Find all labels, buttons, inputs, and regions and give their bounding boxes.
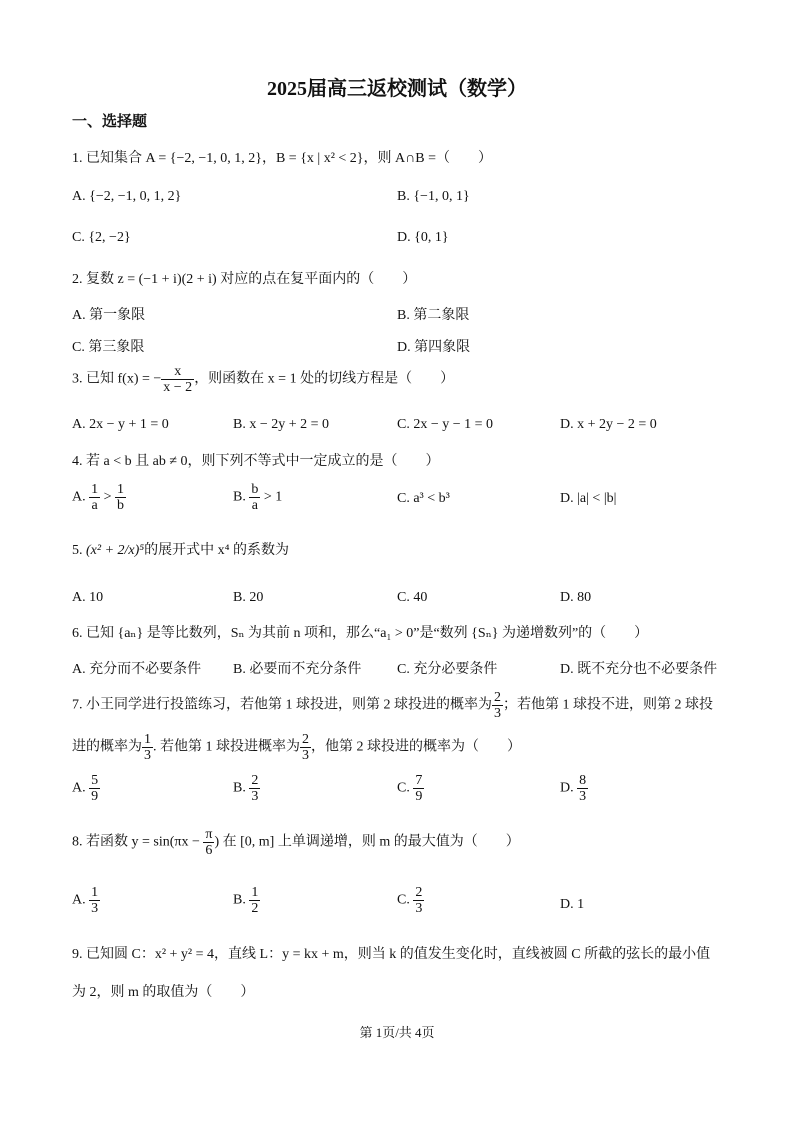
q8-option-a: A. $\frac{1}{3}$: [72, 885, 99, 916]
q6-option-a: A. 充分而不必要条件: [72, 662, 202, 677]
q7-option-a: A. $\frac{5}{9}$: [72, 773, 99, 804]
question-8-stem: 8. 若函数 y = sin(πx − $\frac{\pi}{6}$ ) 在 [0, m] 上单调递增，则 m 的最大值为（ ）: [72, 827, 520, 858]
question-5-stem: 5. (x² + 2/x)⁵的展开式中 x⁴ 的系数为: [72, 543, 290, 558]
q8-option-c: C. $\frac{2}{3}$: [397, 885, 423, 916]
q6-option-c: C. 充分必要条件: [397, 662, 498, 677]
question-4-stem: 4. 若 a < b 且 ab ≠ 0，则下列不等式中一定成立的是（ ）: [72, 454, 440, 469]
q7-option-d: D. $\frac{8}{3}$: [560, 773, 587, 804]
q5-option-d: D. 80: [560, 590, 592, 605]
q1-option-d: D. {0, 1}: [397, 230, 449, 245]
q4-option-b: B. $\frac{b}{a}$ > 1: [233, 482, 283, 513]
question-6-stem: 6. 已知 {aₙ} 是等比数列，Sₙ 为其前 n 项和，那么“a₁ > 0”是“数列 {Sₙ} 为递增数列”的（ ）: [72, 626, 649, 641]
q6-option-b: B. 必要而不充分条件: [233, 662, 362, 677]
q4-option-c: C. a³ < b³: [397, 491, 450, 506]
q7-option-c: C. $\frac{7}{9}$: [397, 773, 423, 804]
q5-option-a: A. 10: [72, 590, 104, 605]
q3-option-c: C. 2x − y − 1 = 0: [397, 417, 494, 432]
question-1-stem: 1. 已知集合 A = {−2, −1, 0, 1, 2}，B = {x | x² < 2}，则 A∩B =（ ）: [72, 151, 492, 166]
section-heading: 一、选择题: [72, 114, 148, 130]
q6-option-d: D. 既不充分也不必要条件: [560, 662, 718, 677]
q8-option-b: B. $\frac{1}{2}$: [233, 885, 259, 916]
page-footer: 第 1页/共 4页: [359, 1025, 435, 1040]
q1-option-c: C. {2, −2}: [72, 230, 131, 245]
q4-option-d: D. |a| < |b|: [560, 491, 617, 506]
question-9-line-1: 9. 已知圆 C：x² + y² = 4，直线 L：y = kx + m，则当 k 的值发生变化时，直线被圆 C 所截的弦长的最小值: [72, 947, 711, 962]
question-9-line-2: 为 2，则 m 的取值为（ ）: [72, 985, 255, 1000]
q5-option-b: B. 20: [233, 590, 264, 605]
q7-option-b: B. $\frac{2}{3}$: [233, 773, 259, 804]
q2-option-a: A. 第一象限: [72, 308, 146, 323]
q5-option-c: C. 40: [397, 590, 428, 605]
q3-option-b: B. x − 2y + 2 = 0: [233, 417, 330, 432]
q3-option-a: A. 2x − y + 1 = 0: [72, 417, 169, 432]
page-title: 2025届高三返校测试（数学）: [267, 78, 527, 100]
q8-option-d: D. 1: [560, 897, 585, 912]
q4-option-a: A. $\frac{1}{a}$ > $\frac{1}{b}$: [72, 482, 125, 513]
question-7-line-2: 进的概率为 $\frac{1}{3}$ . 若他第 1 球投进概率为 $\frac{2}{3}$ ，他第 2 球投进的概率为（ ）: [72, 732, 521, 763]
question-7-line-1: 7. 小王同学进行投篮练习，若他第 1 球投进，则第 2 球投进的概率为 $\frac{2}{3}$ ；若他第 1 球投不进，则第 2 球投: [72, 690, 713, 721]
question-2-stem: 2. 复数 z = (−1 + i)(2 + i) 对应的点在复平面内的（ ）: [72, 272, 417, 287]
q3-fraction: $\frac{x}{x - 2}$: [163, 364, 193, 395]
q1-option-b: B. {−1, 0, 1}: [397, 189, 470, 204]
q2-option-d: D. 第四象限: [397, 340, 471, 355]
question-3-stem: 3. 已知 f(x) = − $\frac{x}{x - 2}$ ，则函数在 x = 1 处的切线方程是（ ）: [72, 364, 455, 395]
q3-option-d: D. x + 2y − 2 = 0: [560, 417, 657, 432]
q1-option-a: A. {−2, −1, 0, 1, 2}: [72, 189, 182, 204]
q5-expression: (x² + 2/x)⁵: [86, 543, 145, 558]
q2-option-c: C. 第三象限: [72, 340, 145, 355]
q2-option-b: B. 第二象限: [397, 308, 470, 323]
